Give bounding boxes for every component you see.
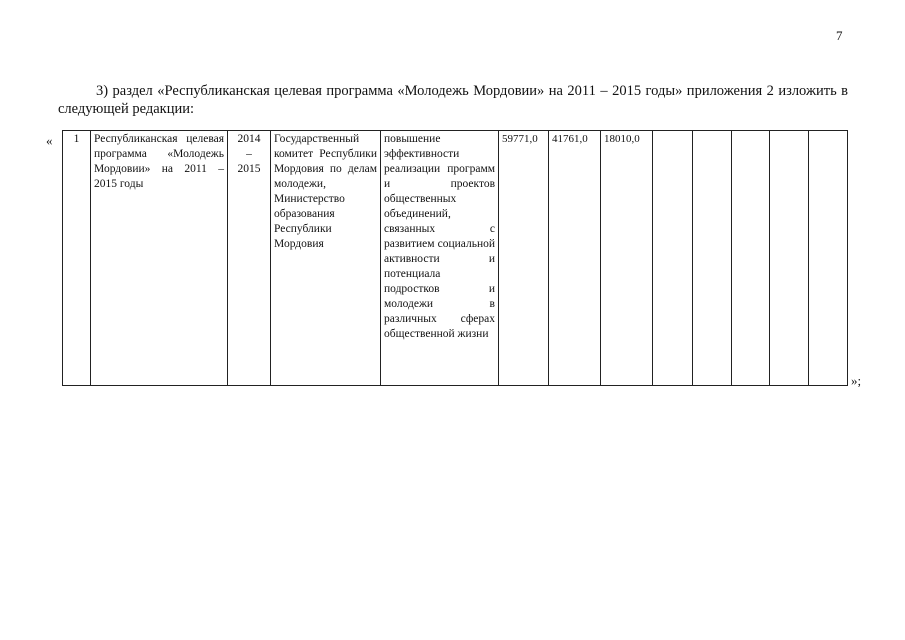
- period-end: 2015: [237, 163, 261, 175]
- cell-value-2: 41761,0: [549, 131, 601, 386]
- quote-close: »;: [851, 373, 862, 388]
- cell-empty-3: [732, 131, 770, 386]
- cell-value-3: 18010,0: [601, 131, 653, 386]
- cell-empty-4: [770, 131, 809, 386]
- cell-value-total: 59771,0: [499, 131, 549, 386]
- period-start: 2014: [237, 133, 261, 145]
- cell-empty-5: [809, 131, 848, 386]
- cell-row-number: 1: [63, 131, 91, 386]
- cell-agency: Государственный комитет Республики Мордовия по делам молодежи, Министерство образования Республики Мордовия: [271, 131, 381, 386]
- cell-program-name: Республиканская целевая программа «Молодежь Мордовии» на 2011 – 2015 годы: [91, 131, 228, 386]
- quote-open: «: [46, 133, 53, 148]
- cell-empty-2: [693, 131, 732, 386]
- period-dash: –: [246, 148, 252, 160]
- cell-empty-1: [653, 131, 693, 386]
- cell-goal: повышение эффективности реализации программ и проектов общественных объединений, связанных с развитием социальной активности и потенциала подростков и молодежи в различных сферах общественной жизни: [381, 131, 499, 386]
- intro-paragraph: 3) раздел «Республиканская целевая программа «Молодежь Мордовии» на 2011 – 2015 годы» приложения 2 изложить в следующей редакции:: [58, 83, 848, 117]
- cell-period: [228, 131, 271, 386]
- table-row: [63, 131, 848, 386]
- program-table: [62, 130, 848, 386]
- page-number: 7: [836, 28, 843, 43]
